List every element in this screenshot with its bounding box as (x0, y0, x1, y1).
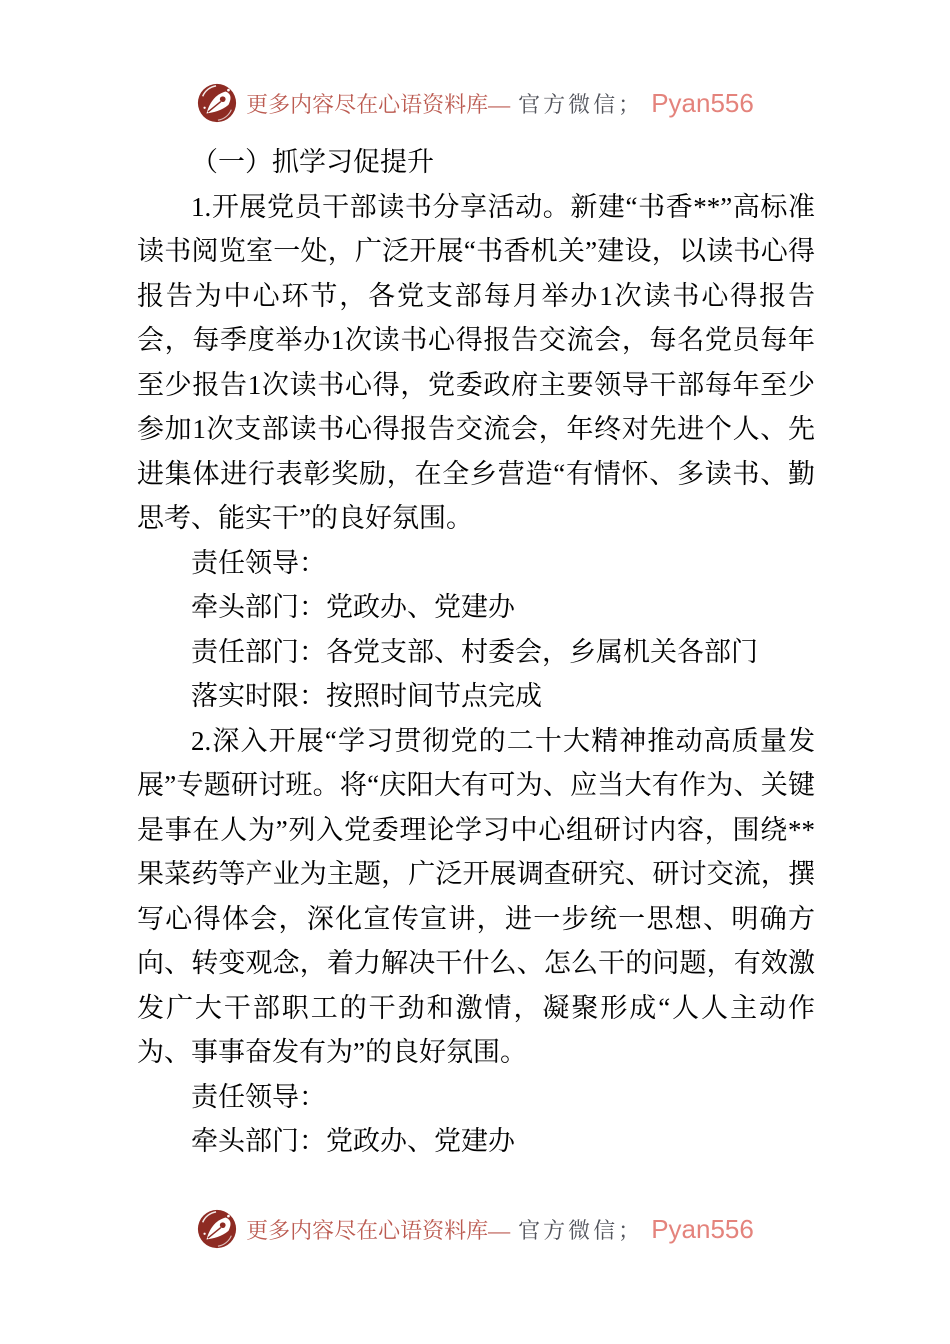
watermark-footer (0, 1208, 950, 1250)
watermark-header (0, 82, 950, 124)
document-body (137, 140, 815, 1164)
paragraph-item-2: 2.深入开展“学习贯彻党的二十大精神推动高质量发展”专题研讨班。将“庆阳大有可为、应当大有作为、关键是事在人为”列入党委理论学习中心组研讨内容，围绕**果菜药等产业为主题，广泛开展调查研究、研讨交流，撰写心得体会，深化宣传宣讲，进一步统一思想、明确方向、转变观念，着力解决干什么、怎么干的问题，有效激发广大干部职工的干劲和激情，凝聚形成“人人主动作为、事事奋发有为”的良好氛围。 (137, 725, 815, 1067)
paragraph-item-1: 1.开展党员干部读书分享活动。新建“书香**”高标准读书阅览室一处，广泛开展“书香机关”建设，以读书心得报告为中心环节，各党支部每月举办1次读书心得报告会，每季度举办1次读书心得报告交流会，每名党员每年至少报告1次读书心得，党委政府主要领导干部每年至少参加1次支部读书心得报告交流会，年终对先进个人、先进集体进行表彰奖励，在全乡营造“有情怀、多读书、勤思考、能实干”的良好氛围。 (137, 191, 815, 533)
responsible-leader-line: 责任领导： (191, 547, 326, 578)
watermark-wechat-id: Pyan556 (651, 87, 754, 118)
responsible-department-line: 责任部门：各党支部、村委会，乡属机关各部门 (191, 636, 758, 667)
deadline-line: 落实时限：按照时间节点完成 (191, 681, 542, 711)
watermark-slogan: 更多内容尽在心语资料库— (246, 91, 511, 117)
responsible-leader-line: 责任领导： (191, 1081, 326, 1112)
section-heading: （一）抓学习促提升 (191, 147, 434, 177)
watermark-wechat-label: 官方微信； (518, 92, 644, 118)
watermark-wechat-id: Pyan556 (651, 1213, 754, 1244)
pen-nib-logo-icon (196, 1208, 238, 1250)
lead-department-line: 牵头部门：党政办、党建办 (191, 1126, 515, 1156)
watermark-wechat-label: 官方微信； (518, 1218, 644, 1244)
lead-department-line: 牵头部门：党政办、党建办 (191, 592, 515, 622)
pen-nib-logo-icon (196, 82, 238, 124)
watermark-slogan: 更多内容尽在心语资料库— (246, 1217, 511, 1243)
